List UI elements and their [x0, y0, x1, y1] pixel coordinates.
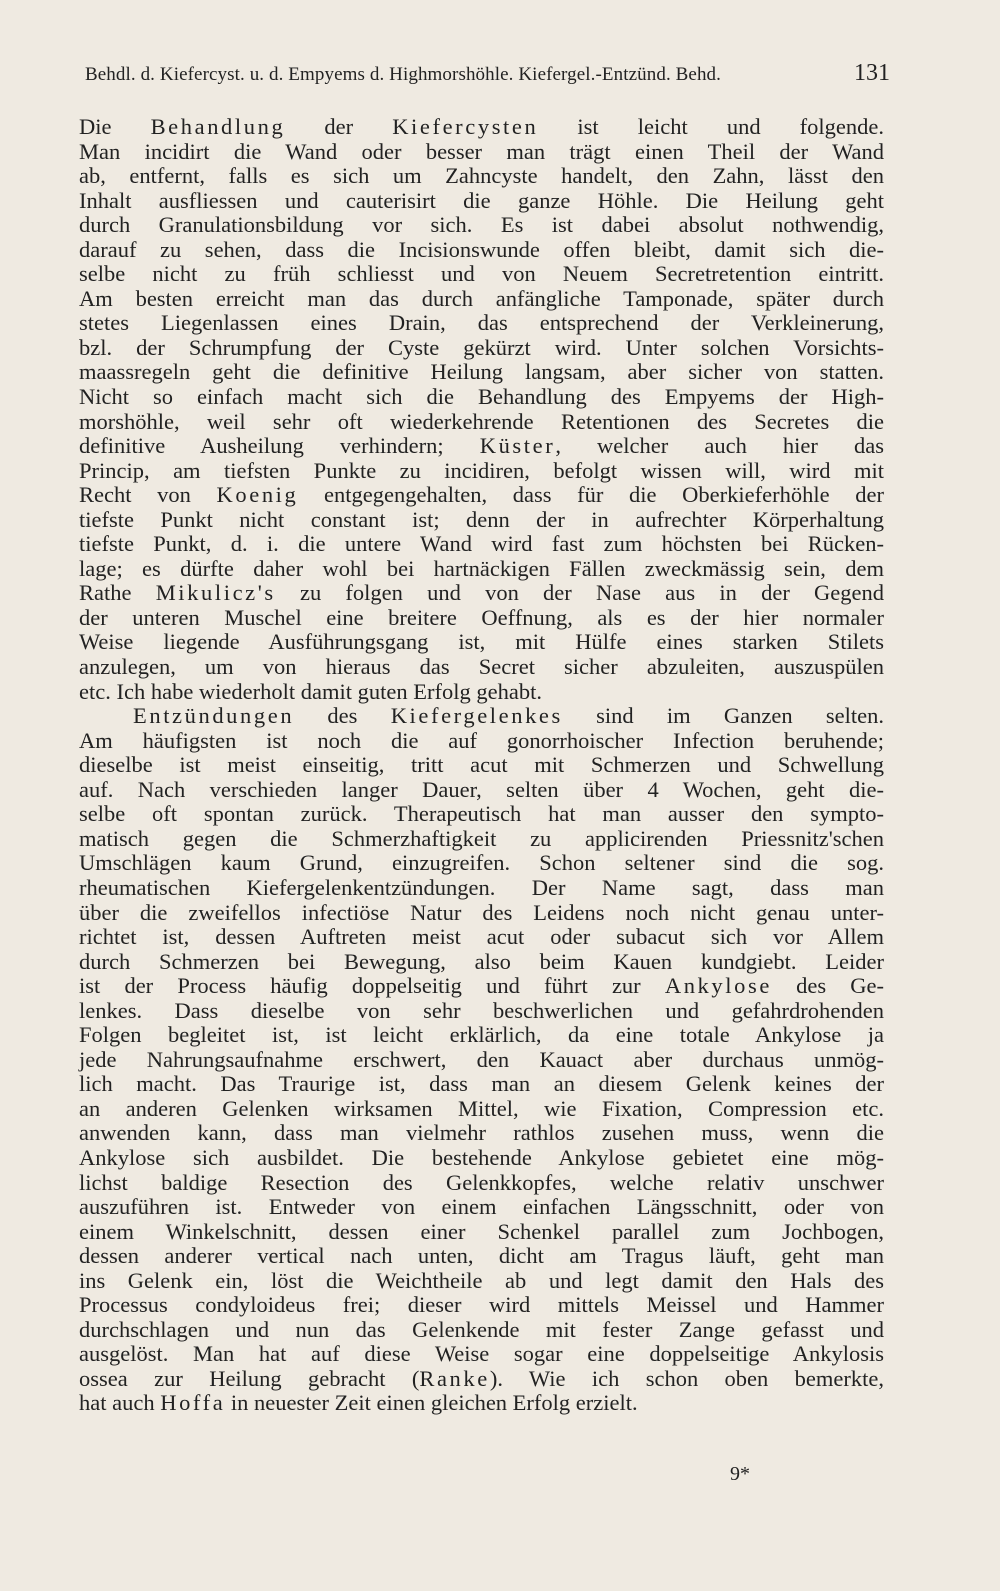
text-line [79, 1072, 884, 1097]
text-line [79, 434, 884, 459]
spaced-name: Hoffa [160, 1390, 226, 1416]
text-line [79, 925, 884, 950]
body-text [79, 115, 884, 1416]
text-run: lenkes. Dass dieselbe von sehr beschwerlichen und gefahrdrohenden [79, 997, 884, 1023]
text-run: Die [79, 114, 151, 139]
text-line [79, 630, 884, 655]
text-run: ausgelöst. Man hat auf diese Weise sogar eine doppelseitige Ankylosis [79, 1341, 884, 1367]
text-run: Recht von [79, 482, 217, 508]
text-run: ist der Process häufig doppelseitig und führt zur [79, 973, 665, 999]
text-run: über die zweifellos infectiöse Natur des Leidens noch nicht genau unter- [79, 899, 884, 925]
text-run: Am häufigsten ist noch die auf gonorrhoischer Infection beruhende; [79, 727, 884, 753]
text-run: selbe oft spontan zurück. Therapeutisch hat man ausser den sympto- [79, 801, 884, 827]
text-line [79, 704, 884, 729]
text-run: anzulegen, um von hieraus das Secret sicher abzuleiten, auszuspülen [79, 654, 884, 680]
text-run: sind im Ganzen selten. [562, 703, 885, 729]
text-run: morshöhle, weil sehr oft wiederkehrende Retentionen des Secretes die [79, 408, 884, 434]
text-line [79, 1269, 884, 1294]
spaced-name: Mikulicz's [155, 580, 276, 606]
text-run: zu folgen und von der Nase aus in der Gegend [275, 580, 885, 606]
text-run: an anderen Gelenken wirksamen Mittel, wie Fixation, Compression etc. [79, 1095, 884, 1121]
text-line [79, 778, 884, 803]
text-line [79, 311, 884, 336]
text-run: Ankylose sich ausbildet. Die bestehende Ankylose gebietet eine mög- [79, 1144, 884, 1170]
spaced-name: Ankylose [664, 973, 772, 999]
spaced-name: Kiefergelenkes [390, 703, 563, 729]
text-line [79, 1342, 884, 1367]
text-run: dieselbe ist meist einseitig, tritt acut mit Schmerzen und Schwellung [79, 752, 884, 778]
text-run: der unteren Muschel eine breitere Oeffnung, als es der hier normaler [79, 604, 884, 630]
text-run: rheumatischen Kiefergelenkentzündungen. Der Name sagt, dass man [79, 874, 884, 900]
text-line [79, 213, 884, 238]
text-line [79, 1146, 884, 1171]
text-line [79, 950, 884, 975]
text-run: ). Wie ich schon oben bemerkte, [489, 1365, 884, 1391]
text-line [79, 1048, 884, 1073]
text-line [79, 581, 884, 606]
text-run: selbe nicht zu früh schliesst und von Neuem Secretretention eintritt. [79, 261, 884, 287]
text-line [79, 1391, 884, 1416]
paragraph [79, 115, 884, 704]
text-line [79, 1367, 884, 1392]
text-run: einem Winkelschnitt, dessen einer Schenkel parallel zum Jochbogen, [79, 1218, 884, 1244]
text-line [79, 532, 884, 557]
text-line [79, 876, 884, 901]
running-title: Behdl. d. Kiefercyst. u. d. Empyems d. Highmorshöhle. Kiefergel.-Entzünd. Behd. [85, 64, 722, 85]
text-run: matisch gegen die Schmerzhaftigkeit zu applicirenden Priessnitz'schen [79, 825, 884, 851]
text-line [79, 901, 884, 926]
spaced-name: Kiefercysten [392, 114, 539, 139]
text-run: bzl. der Schrumpfung der Cyste gekürzt wird. Unter solchen Vorsichts- [79, 334, 884, 360]
text-line [79, 1318, 884, 1343]
text-line [79, 680, 884, 705]
text-run: richtet ist, dessen Auftreten meist acut oder subacut sich vor Allem [79, 924, 884, 950]
text-run: durch Schmerzen bei Bewegung, also beim Kauen kundgiebt. Leider [79, 948, 884, 974]
text-line [79, 459, 884, 484]
text-line [79, 557, 884, 582]
text-run: darauf zu sehen, dass die Incisionswunde offen bleibt, damit sich die- [79, 236, 884, 262]
text-run: hat auch [79, 1390, 161, 1416]
text-run: Processus condyloideus frei; dieser wird mittels Meissel und Hammer [79, 1292, 884, 1318]
spaced-name: Küster [479, 433, 556, 459]
text-line [79, 999, 884, 1024]
text-line [79, 1220, 884, 1245]
text-run: ab, entfernt, falls es sich um Zahncyste handelt, den Zahn, lässt den [79, 163, 884, 189]
text-line [79, 606, 884, 631]
text-line [79, 385, 884, 410]
text-run: des Ge- [771, 973, 884, 999]
text-line [79, 1293, 884, 1318]
text-run: , welcher auch hier das [555, 433, 884, 459]
spaced-name: Behandlung [150, 114, 286, 139]
text-run: definitive Ausheilung verhindern; [79, 433, 480, 459]
text-run: lich macht. Das Traurige ist, dass man an diesem Gelenk keines der [79, 1071, 884, 1097]
text-line [79, 410, 884, 435]
text-run: tiefste Punkt nicht constant ist; denn der in aufrechter Körperhaltung [79, 506, 884, 532]
text-run: stetes Liegenlassen eines Drain, das entsprechend der Verkleinerung, [79, 310, 884, 336]
text-run: Man incidirt die Wand oder besser man trägt einen Theil der Wand [79, 138, 884, 164]
text-line [79, 753, 884, 778]
text-line [79, 483, 884, 508]
text-run: Princip, am tiefsten Punkte zu incidiren, befolgt wissen will, wird mit [79, 457, 884, 483]
spaced-name: Entzündungen [133, 703, 295, 729]
text-run: etc. Ich habe wiederholt damit guten Erfolg gehabt. [79, 678, 542, 704]
text-line [79, 1023, 884, 1048]
spaced-name: Koenig [216, 482, 299, 508]
text-run: maassregeln geht die definitive Heilung langsam, aber sicher von statten. [79, 359, 884, 385]
spaced-name: Ranke [419, 1365, 490, 1391]
text-run: Am besten erreicht man das durch anfängliche Tamponade, später durch [79, 285, 884, 311]
signature-mark: 9* [730, 1463, 750, 1485]
text-run: lage; es dürfte daher wohl bei hartnäckigen Fällen zweckmässig sein, dem [79, 555, 884, 581]
text-run: Weise liegende Ausführungsgang ist, mit Hülfe eines starken Stilets [79, 629, 884, 655]
text-run: des [294, 703, 391, 729]
text-line [79, 262, 884, 287]
text-run: jede Nahrungsaufnahme erschwert, den Kauact aber durchaus unmög- [79, 1046, 884, 1072]
text-run: lichst baldige Resection des Gelenkkopfes, welche relativ unschwer [79, 1169, 884, 1195]
text-line [79, 1097, 884, 1122]
text-run: in neuester Zeit einen gleichen Erfolg erzielt. [225, 1390, 638, 1416]
text-line [79, 508, 884, 533]
text-line [79, 1171, 884, 1196]
text-run: auszuführen ist. Entweder von einem einfachen Längsschnitt, oder von [79, 1194, 884, 1220]
text-line [79, 189, 884, 214]
text-run: ossea zur Heilung gebracht ( [79, 1365, 420, 1391]
page-number: 131 [854, 60, 890, 86]
text-run: Folgen begleitet ist, ist leicht erklärlich, da eine totale Ankylose ja [79, 1022, 884, 1048]
text-line [79, 851, 884, 876]
text-line [79, 827, 884, 852]
text-line [79, 360, 884, 385]
text-run: ist leicht und folgende. [538, 114, 884, 139]
text-line [79, 729, 884, 754]
text-run: tiefste Punkt, d. i. die untere Wand wird fast zum höchsten bei Rücken- [79, 531, 884, 557]
paragraph [79, 704, 884, 1416]
running-header [85, 60, 890, 92]
text-run: ins Gelenk ein, löst die Weichtheile ab und legt damit den Hals des [79, 1267, 884, 1293]
text-line [79, 1195, 884, 1220]
text-line [79, 1244, 884, 1269]
text-line [79, 287, 884, 312]
text-line [79, 164, 884, 189]
text-line [79, 115, 884, 140]
text-line [79, 802, 884, 827]
text-run: anwenden kann, dass man vielmehr rathlos zusehen muss, wenn die [79, 1120, 884, 1146]
text-run: Umschlägen kaum Grund, einzugreifen. Schon seltener sind die sog. [79, 850, 884, 876]
text-run: durchschlagen und nun das Gelenkende mit fester Zange gefasst und [79, 1316, 884, 1342]
text-run: Inhalt ausfliessen und cauterisirt die ganze Höhle. Die Heilung geht [79, 187, 884, 213]
text-run: durch Granulationsbildung vor sich. Es ist dabei absolut nothwendig, [79, 212, 884, 238]
text-line [79, 238, 884, 263]
text-run: entgegengehalten, dass für die Oberkieferhöhle der [298, 482, 884, 508]
text-run: Nicht so einfach macht sich die Behandlung des Empyems der High- [79, 384, 884, 410]
text-line [79, 655, 884, 680]
text-line [79, 140, 884, 165]
text-line [79, 1121, 884, 1146]
text-run: der [285, 114, 393, 139]
text-run: auf. Nach verschieden langer Dauer, selten über 4 Wochen, geht die- [79, 776, 884, 802]
text-line [79, 336, 884, 361]
text-run: Rathe [79, 580, 156, 606]
text-run: dessen anderer vertical nach unten, dicht am Tragus läuft, geht man [79, 1243, 884, 1269]
text-line [79, 974, 884, 999]
